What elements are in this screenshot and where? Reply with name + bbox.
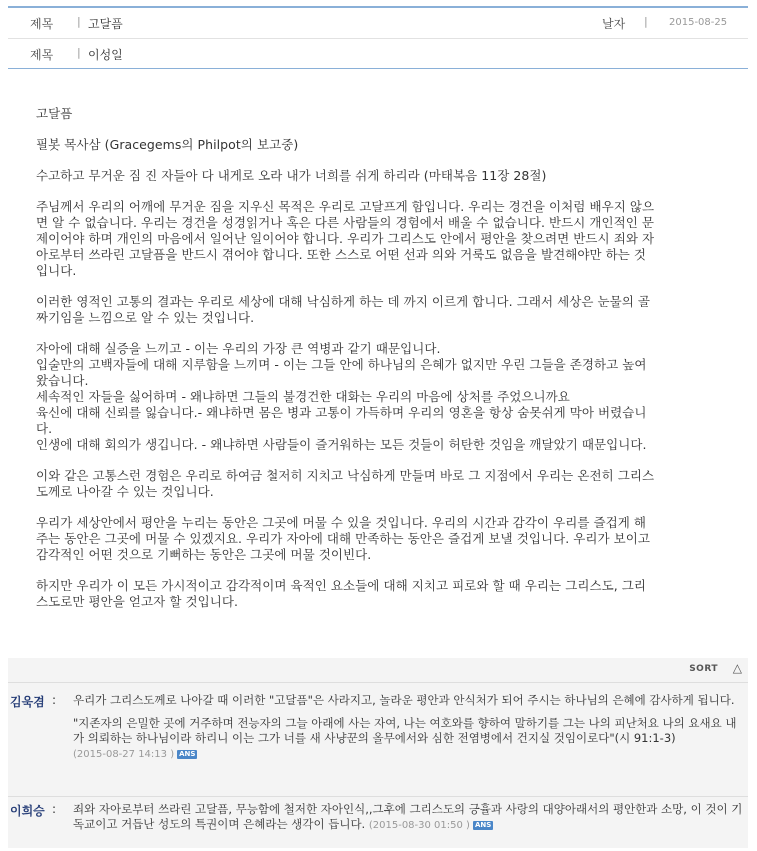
- comment-colon: :: [52, 802, 57, 816]
- comment-colon: :: [52, 693, 57, 707]
- comment-item: [8, 688, 748, 797]
- comment-body: [73, 802, 743, 833]
- author-label: 제목: [30, 48, 54, 62]
- post-paragraph: 우리가 세상안에서 평안을 누리는 동안은 그곳에 머물 수 있을 것입니다. 우리의 시간과 감각이 우리를 즐겁게 해 주는 동안은 그곳에 머물 수 있겠지요. 우리가 자아에 대해 만족하는 동안은 즐겁게 보낼 것입니다. 우리가 보이고 감각적인 어떤 것으로 기뻐하는 동안은 그곳에 머물 것이빈다.: [36, 515, 651, 562]
- comment-author[interactable]: 김욱겸: [10, 695, 45, 709]
- post-paragraph: 수고하고 무거운 짐 진 자들아 다 내게로 오라 내가 너희를 쉬게 하리라 (마태복음 11장 28절): [36, 168, 547, 183]
- comments-section: [8, 658, 748, 848]
- comment-quote: [73, 716, 743, 746]
- comment-item: [8, 797, 748, 843]
- comments-sort-bar: [8, 658, 748, 683]
- author-separator: |: [77, 46, 81, 59]
- date-separator: |: [644, 15, 648, 28]
- post-author: 이성일: [88, 48, 123, 62]
- comment-date: (2015-08-30 01:50 ): [368, 820, 470, 831]
- comment-date: (2015-08-27 14:13 ): [73, 749, 175, 760]
- post-date: 2015-08-25: [669, 17, 728, 28]
- post-paragraph: 필봇 목사삼 (Gracegems의 Philpot의 보고중): [36, 137, 299, 152]
- post-paragraph: 자아에 대해 실증을 느끼고 - 이는 우리의 가장 큰 역병과 같기 때문입니다. 입술만의 고백자들에 대해 지루함을 느끼며 - 이는 그들 안에 하나님의 은혜가 없지만 우린 그들을 존경하고 높여 왔습니다. 세속적인 자들을 싫어하며 - 왜냐하면 그들의 불경건한 대화는 우리의 마음에 상처를 주었으니까요 육신에 대해 신뢰를 잃습니다.- 왜냐하면 몸은 병과 고통이 가득하며 우리의 영혼을 항상 숨못쉬게 막아 버렸습니 다. 인생에 대해 회의가 생깁니다. - 왜냐하면 사람들이 즐거워하는 모든 것들이 허탄한 것임을 깨달았기 때문입니다.: [36, 341, 647, 452]
- comment-text: 우리가 그리스도께로 나아갈 때 이러한 "고달픔"은 사라지고, 놀라운 평안과 안식처가 되어 주시는 하나님의 은혜에 감사하게 됩니다.: [73, 693, 735, 707]
- post-paragraph: 하지만 우리가 이 모든 가시적이고 감각적이며 육적인 요소들에 대해 지치고 피로와 할 때 우리는 그리스도, 그리 스도로만 평안을 얻고자 할 것입니다.: [36, 578, 647, 609]
- post-paragraph: 이러한 영적인 고통의 결과는 우리로 세상에 대해 낙심하게 하는 데 까지 이르게 합니다. 그래서 세상은 눈물의 골 짜기임을 느낌으로 알 수 있는 것입니다.: [36, 294, 651, 325]
- title-label: 제목: [30, 17, 54, 31]
- comment-text: 죄와 자아로부터 쓰라린 고달픔, 무능함에 철저한 자아인식,,그후에 그리스도의 긍휼과 사랑의 대양아래서의 평안한과 소망, 이 것이 기독교이고 거듭난 성도의 특권이며 은혜라는 생각이 듭니다.: [73, 802, 743, 831]
- header-bottom-border: [8, 68, 748, 69]
- comment-quote-text: "지존자의 은밀한 곳에 거주하며 전능자의 그늘 아래에 사는 자여, 나는 여호와를 향하여 말하기를 그는 나의 피난처요 나의 요새요 내가 의뢰하는 하나님이라 하리니 이는 그가 너를 새 사냥꾼의 올무에서와 심한 전염병에서 건지실 것임이로다"(시 91:1-3): [73, 716, 737, 745]
- triangle-up-icon[interactable]: △: [732, 661, 742, 675]
- post-title: 고달픔: [88, 17, 123, 31]
- comment-body: [73, 693, 743, 762]
- post-paragraph: 고달픔: [36, 106, 73, 121]
- reply-badge[interactable]: ANS: [179, 750, 196, 758]
- reply-badge[interactable]: ANS: [474, 821, 492, 829]
- author-row: [8, 39, 748, 68]
- post-body: [36, 106, 716, 625]
- sort-button[interactable]: SORT: [689, 664, 718, 674]
- comment-author[interactable]: 이희승: [10, 804, 45, 818]
- date-label: 날자: [602, 17, 626, 31]
- post-paragraph: 이와 같은 고통스런 경험은 우리로 하여금 철저히 지치고 낙심하게 만들며 바로 그 지점에서 우리는 온전히 그리스 도께로 나아갈 수 있는 것입니다.: [36, 468, 655, 499]
- post-paragraph: 주님께서 우리의 어깨에 무거운 짐을 지우신 목적은 우리로 고달프게 함입니다. 우리는 경건을 이처럼 배우지 않으 면 알 수 없습니다. 우리는 경건을 성경읽거나 혹은 다른 사람들의 경험에서 배울 수 없습니다. 반드시 개인적인 문 제이어야 하며 개인의 마음에서 일어난 일이어야 합니다. 우리가 그리스도 안에서 평안을 찾으려면 반드시 죄와 자 아로부터 쓰라린 고달픔을 반드시 겪어야 합니다. 또한 스스로 어떤 선과 의와 거룩도 없음을 발견해야만 하는 것 입니다.: [36, 199, 655, 278]
- title-separator: |: [77, 15, 81, 28]
- title-row: [8, 8, 748, 39]
